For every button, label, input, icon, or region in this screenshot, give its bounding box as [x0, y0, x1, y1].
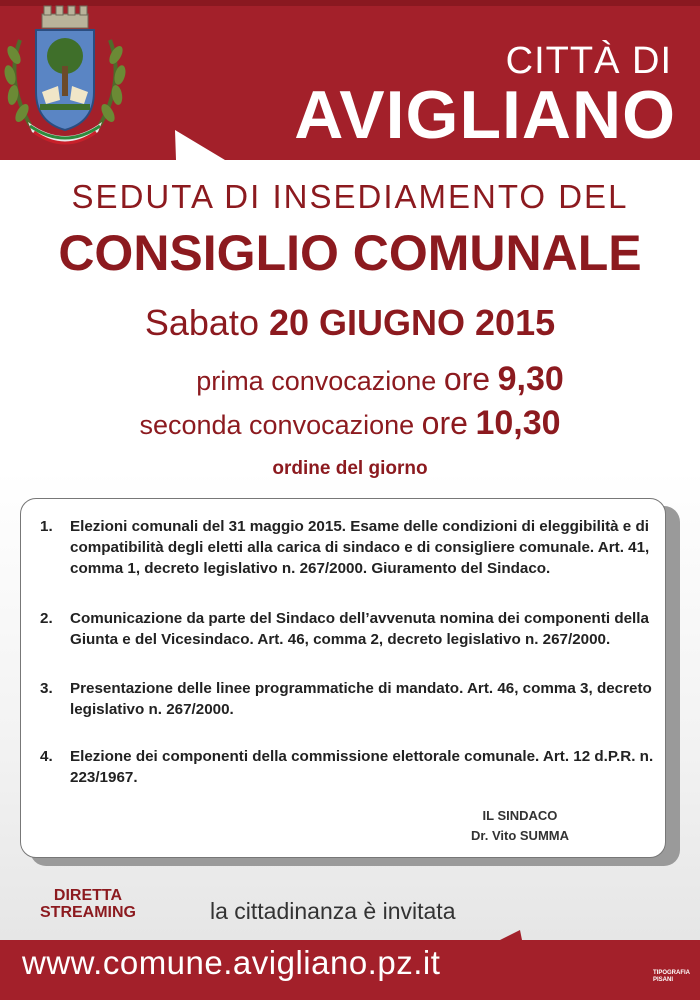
streaming-line: DIRETTA	[53, 887, 123, 904]
city-prefix: CITTÀ DI	[505, 40, 672, 82]
agenda-line: legislativo n. 267/2000.	[70, 701, 234, 718]
agenda-item-number: 3.	[40, 680, 53, 697]
agenda-item-text	[70, 516, 660, 579]
printer-line: TIPOGRAFIA	[653, 970, 690, 976]
streaming-line: STREAMING	[40, 904, 136, 921]
event-day: Sabato	[144, 302, 259, 343]
streaming-label	[40, 887, 136, 921]
agenda-line: comma 1, decreto legislativo n. 267/2000. Giuramento del Sindaco.	[70, 560, 551, 577]
event-date: 20 GIUGNO 2015	[268, 302, 556, 343]
coat-of-arms-icon	[0, 0, 130, 150]
agenda-heading: ordine del giorno	[272, 458, 428, 479]
agenda-line: Presentazione delle linee programmatiche di mandato. Art. 46, comma 3, decreto	[70, 680, 652, 697]
agenda-line: Elezioni comunali del 31 maggio 2015. Esame delle condizioni di eleggibilità e di	[70, 518, 649, 535]
header-banner	[0, 0, 700, 160]
city-name: AVIGLIANO	[294, 77, 676, 153]
second-call-line	[0, 404, 700, 443]
first-call-ore: ore	[443, 361, 491, 397]
second-call-label: seconda convocazione	[139, 410, 415, 440]
printer-line: PISANI	[653, 977, 674, 983]
first-call-label: prima convocazione	[196, 366, 437, 396]
agenda-item-number: 2.	[40, 610, 53, 627]
agenda-line: Comunicazione da parte del Sindaco dell’avvenuta nomina dei componenti della	[70, 610, 649, 627]
second-call-time: 10,30	[475, 404, 561, 442]
agenda-item-text	[70, 678, 660, 720]
second-call-ore: ore	[421, 405, 468, 441]
agenda-line: Giunta e del Vicesindaco. Art. 46, comma 2, decreto legislativo n. 267/2000.	[70, 631, 611, 648]
agenda-line: 223/1967.	[70, 769, 138, 786]
agenda-item-text	[70, 746, 660, 788]
agenda-item-number: 1.	[40, 518, 53, 535]
event-date-line	[0, 302, 700, 344]
agenda-item-text	[70, 608, 660, 650]
signature-role: IL SINDACO	[482, 808, 558, 823]
printer-logo	[653, 970, 690, 984]
signature-name: Dr. Vito SUMMA	[471, 828, 569, 843]
first-call-line	[0, 360, 700, 399]
signature-block	[440, 806, 600, 846]
website-link[interactable]: www.comune.avigliano.pz.it	[22, 944, 441, 981]
agenda-line: compatibilità degli eletti alla carica di sindaco e di consigliere comunale. Art. 41,	[70, 539, 650, 556]
agenda-line: Elezione dei componenti della commissione elettorale comunale. Art. 12 d.P.R. n.	[70, 748, 654, 765]
event-subtitle: SEDUTA DI INSEDIAMENTO DEL	[71, 178, 629, 215]
agenda-item-number: 4.	[40, 748, 53, 765]
invitation-text: la cittadinanza è invitata	[210, 898, 456, 924]
event-title: CONSIGLIO COMUNALE	[58, 225, 642, 281]
first-call-time: 9,30	[497, 360, 564, 398]
